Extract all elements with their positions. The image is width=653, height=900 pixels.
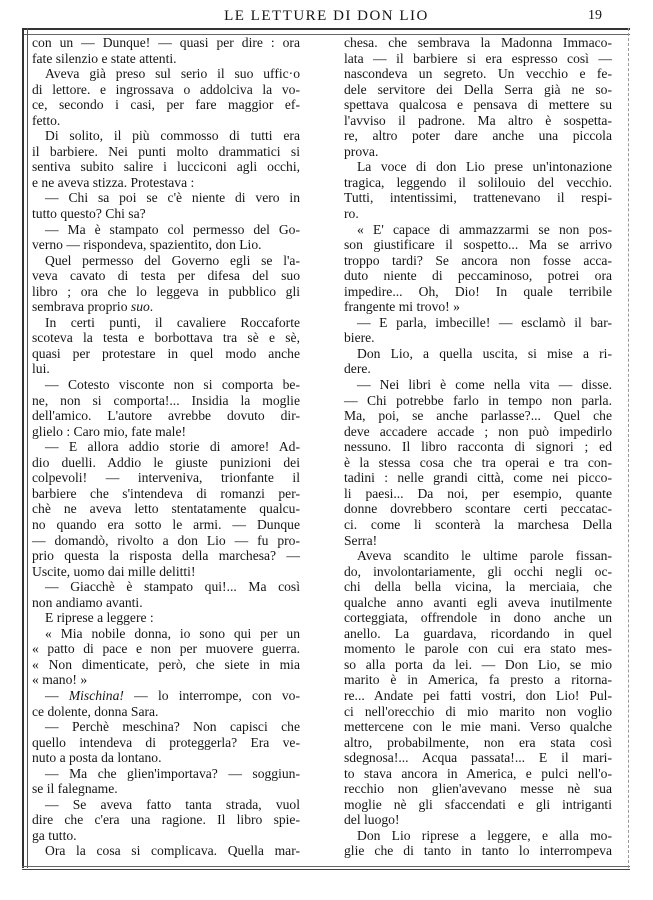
text-line: non andiamo avanti. (32, 594, 143, 610)
text-line: recchio non glien'avevano messe nè sua (344, 781, 612, 797)
text-line: altro, probabilmente, non era stata così (344, 734, 612, 750)
text-line: — domandò, rivolto a don Lio — fu pro- (32, 532, 300, 548)
text-line: — Nei libri è come nella vita — disse. (357, 377, 612, 393)
text-line: e ne aveva stizza. Protestava : (32, 174, 195, 190)
text-line: troppo tardi? Se ancora non fosse acca- (344, 252, 612, 268)
text-line: il barbiere. Nei punti molto drammatici si (32, 143, 300, 159)
text-line: chesa. che sembrava la Madonna Immaco- (344, 35, 612, 50)
text-line: « mano! » (32, 672, 88, 688)
text-line: moglie nè gli sfaccendati e gli intriganti (344, 796, 612, 812)
text-line (32, 688, 300, 704)
text-line: ce dolente, donna Sara. (32, 703, 159, 719)
left-text-column (32, 35, 300, 859)
text-line: — Ma che glien'importava? — soggiun- (45, 765, 300, 781)
text-line: è la stessa cosa che tra operai e tra con- (344, 454, 612, 470)
text-line: mettercene con le mie mani. Verso qualche (344, 719, 612, 735)
text-line: l'avviso il padrone. Ma altro è sospetta- (344, 112, 612, 128)
text-line: so alla porta da lei. — Don Lio, se mio (344, 656, 612, 672)
text-line: — Ma è stampato col permesso del Go- (45, 221, 300, 237)
text-segment: — (45, 687, 69, 703)
text-line: corteggiata, offrendole in dono anche un (344, 610, 612, 626)
text-line: li paesi... Da noi, per esempio, quante (344, 485, 612, 501)
text-line: tadini : nelle grandi città, come nei picco- (344, 470, 612, 486)
text-line: frangente mi trovo! » (344, 299, 460, 315)
text-line: anello. La guardava, ricordando in quel (344, 625, 612, 641)
italic-text: suo (130, 299, 150, 315)
text-line: Don Lio, a quella uscita, si mise a ri- (357, 345, 612, 361)
text-line: dire che c'era una ragione. Il libro spie- (32, 812, 300, 828)
text-line: ci. come li sconterà la marchesa Della (344, 516, 612, 532)
text-line: no quando era sotto le armi. — Dunque (32, 516, 300, 532)
text-line: Don Lio riprese a leggere, e alla mo- (357, 827, 612, 843)
text-line (32, 299, 300, 315)
text-line: re, altro poter dare anche una piccola (344, 128, 612, 144)
text-line: Ma, poi, se anche parlasse?... Quel che (344, 408, 612, 424)
text-line: ne, non si comporta!... Insidia la moglie (32, 392, 300, 408)
text-line: ga tutto. (32, 827, 77, 843)
text-line: donne dovrebbero scontare certi peccatac- (344, 501, 612, 517)
text-line: — Se aveva fatto tanta strada, vuol (45, 796, 300, 812)
text-line: chè ne aveva letto stentatamente qualcu- (32, 501, 300, 517)
text-line: quello intendeva di proteggerla? Era ve- (32, 734, 300, 750)
text-line: « patto di pace e non per muovere guerra. (32, 641, 300, 657)
text-line: Serra! (344, 532, 378, 548)
text-line: se il falegname. (32, 781, 118, 797)
text-segment: sembrava proprio (32, 299, 131, 315)
text-line: In certi punti, il cavaliere Roccaforte (45, 314, 300, 330)
text-line: La voce di don Lio prese un'intonazione (357, 159, 612, 175)
text-line: Aveva già preso sul serio il suo uffic·o (45, 66, 300, 82)
text-line: — Giacchè è stampato qui!... Ma così (45, 579, 300, 595)
text-line: — E allora addio storie di amore! Ad- (45, 439, 300, 455)
text-line: Uscite, uomo dai mille delitti! (32, 563, 196, 579)
text-line: quasi per protestare in quel modo anche (32, 345, 300, 361)
text-line: lata — il barbiere si era espresso così — (344, 50, 612, 66)
text-line: sdegnosa!... Acqua passata!... E il mari- (344, 750, 612, 766)
text-line: biere. (344, 330, 375, 346)
text-line: son giustificare il sospetto... Ma se arrivo (344, 237, 612, 253)
text-line: dele servitore dei Della Serra già ne so- (344, 81, 612, 97)
text-line: — Chi potrebbe farlo in tempo non parla. (344, 392, 612, 408)
text-line: « E' capace di ammazzarmi se non pos- (357, 221, 612, 237)
text-line: « Mia nobile donna, io sono qui per un (45, 625, 300, 641)
text-line: do, involontariamente, gli occhi negli oc- (344, 563, 612, 579)
text-line: con un — Dunque! — quasi per dire : ora (32, 35, 300, 50)
text-line: nascondeva un segreto. Un vecchio e fe- (344, 66, 612, 82)
text-line: prio questa la risposta della marchesa? — (32, 548, 300, 564)
italic-text: Mischina! (68, 687, 124, 703)
text-line: nessuno. Il libro racconta di signori ; ed (344, 439, 612, 455)
text-line: impedire... Oh, Dio! In quale terribile (344, 283, 612, 299)
text-line: verno — rispondeva, spazientito, don Lio. (32, 237, 262, 253)
text-line: qualche anno avanti egli aveva inutilmente (344, 594, 612, 610)
right-text-column (344, 35, 612, 859)
text-line: scoteva la testa e borbottava tra sè e sè, (32, 330, 300, 346)
text-line: re... Andate pei fatti vostri, don Lio! Pul- (344, 687, 612, 703)
text-line: lui. (32, 361, 50, 377)
text-line: Tutti, intentissimi, trattenevano il respi- (344, 190, 612, 206)
text-line: deve accadere accade ; non può impedirlo (344, 423, 612, 439)
page-border-right (628, 28, 629, 868)
text-line: di lettore. e ingrossava o addolciva la vo- (32, 81, 300, 97)
text-line: momento le parole con cui era stato mes- (344, 641, 612, 657)
text-line: spettava qualcosa e pensava di mettere su (344, 97, 612, 113)
text-line: glie che di tanto in tanto lo interrompeva (344, 843, 612, 859)
text-line: — Chi sa poi se c'è niente di vero in (45, 190, 300, 206)
text-line: sentiva subito salire i lucciconi agli occhi, (32, 159, 300, 175)
text-line: libro ; ora che lo leggeva in pubblico gli (32, 283, 300, 299)
text-line: duto niente di peccaminoso, potrei ora (344, 268, 612, 284)
text-line: — Cotesto visconte non si comporta be- (45, 377, 300, 393)
page-border-top (22, 28, 630, 35)
text-line: Aveva scandito le ultime parole fissan- (357, 548, 612, 564)
text-line: barbiere che s'intendeva di romanzi per- (32, 485, 300, 501)
text-line: ci nell'orecchio di mio marito non voglio (344, 703, 612, 719)
text-segment: — lo interrompe, con vo- (123, 687, 300, 703)
text-line: ce, secondo i casi, per fare maggior ef- (32, 97, 300, 113)
text-line: fate silenzio e state attenti. (32, 50, 177, 66)
text-line: veva cavato di testa per difesa del suo (32, 268, 300, 284)
text-line: E riprese a leggere : (45, 610, 154, 626)
text-line: to stava ancora in America, e pulci nell'o- (344, 765, 612, 781)
text-line: — E parla, imbecille! — esclamò il bar- (357, 314, 612, 330)
text-line: tragica, leggendo il solilouio del vecchio. (344, 174, 612, 190)
page-border-bottom (22, 866, 630, 870)
text-line: dell'amico. L'autore avrebbe dovuto dir- (32, 408, 300, 424)
page-border-left (22, 28, 28, 868)
text-line: colpevoli! — interveniva, trionfante il (32, 470, 300, 486)
text-line: — Perchè meschina? Non capisci che (45, 719, 300, 735)
text-line: « Non dimenticate, però, che siete in mia (32, 656, 300, 672)
text-line: fetto. (32, 112, 61, 128)
text-line: Ora la cosa si complicava. Quella mar- (45, 843, 300, 859)
text-segment: . (149, 299, 154, 315)
text-line: del luogo! (344, 812, 400, 828)
text-line: tutto questo? Chi sa? (32, 206, 146, 222)
text-line: dio duelli. Addio le giuste punizioni dei (32, 454, 300, 470)
text-line: marito è in America, fa presto a ritorna- (344, 672, 612, 688)
text-line: dere. (344, 361, 371, 377)
page-number: 19 (588, 8, 602, 23)
running-head-title: LE LETTURE DI DON LIO (224, 8, 429, 24)
text-line: prova. (344, 143, 379, 159)
text-line: glielo : Caro mio, fate male! (32, 423, 187, 439)
text-line: nuto a posta da lontano. (32, 750, 162, 766)
text-line: ro. (344, 206, 359, 222)
text-line: Di solito, il più commosso di tutti era (45, 128, 300, 144)
text-line: chi della bella vicina, la merciaia, che (344, 579, 612, 595)
text-line: Quel permesso del Governo egli se l'a- (45, 252, 300, 268)
